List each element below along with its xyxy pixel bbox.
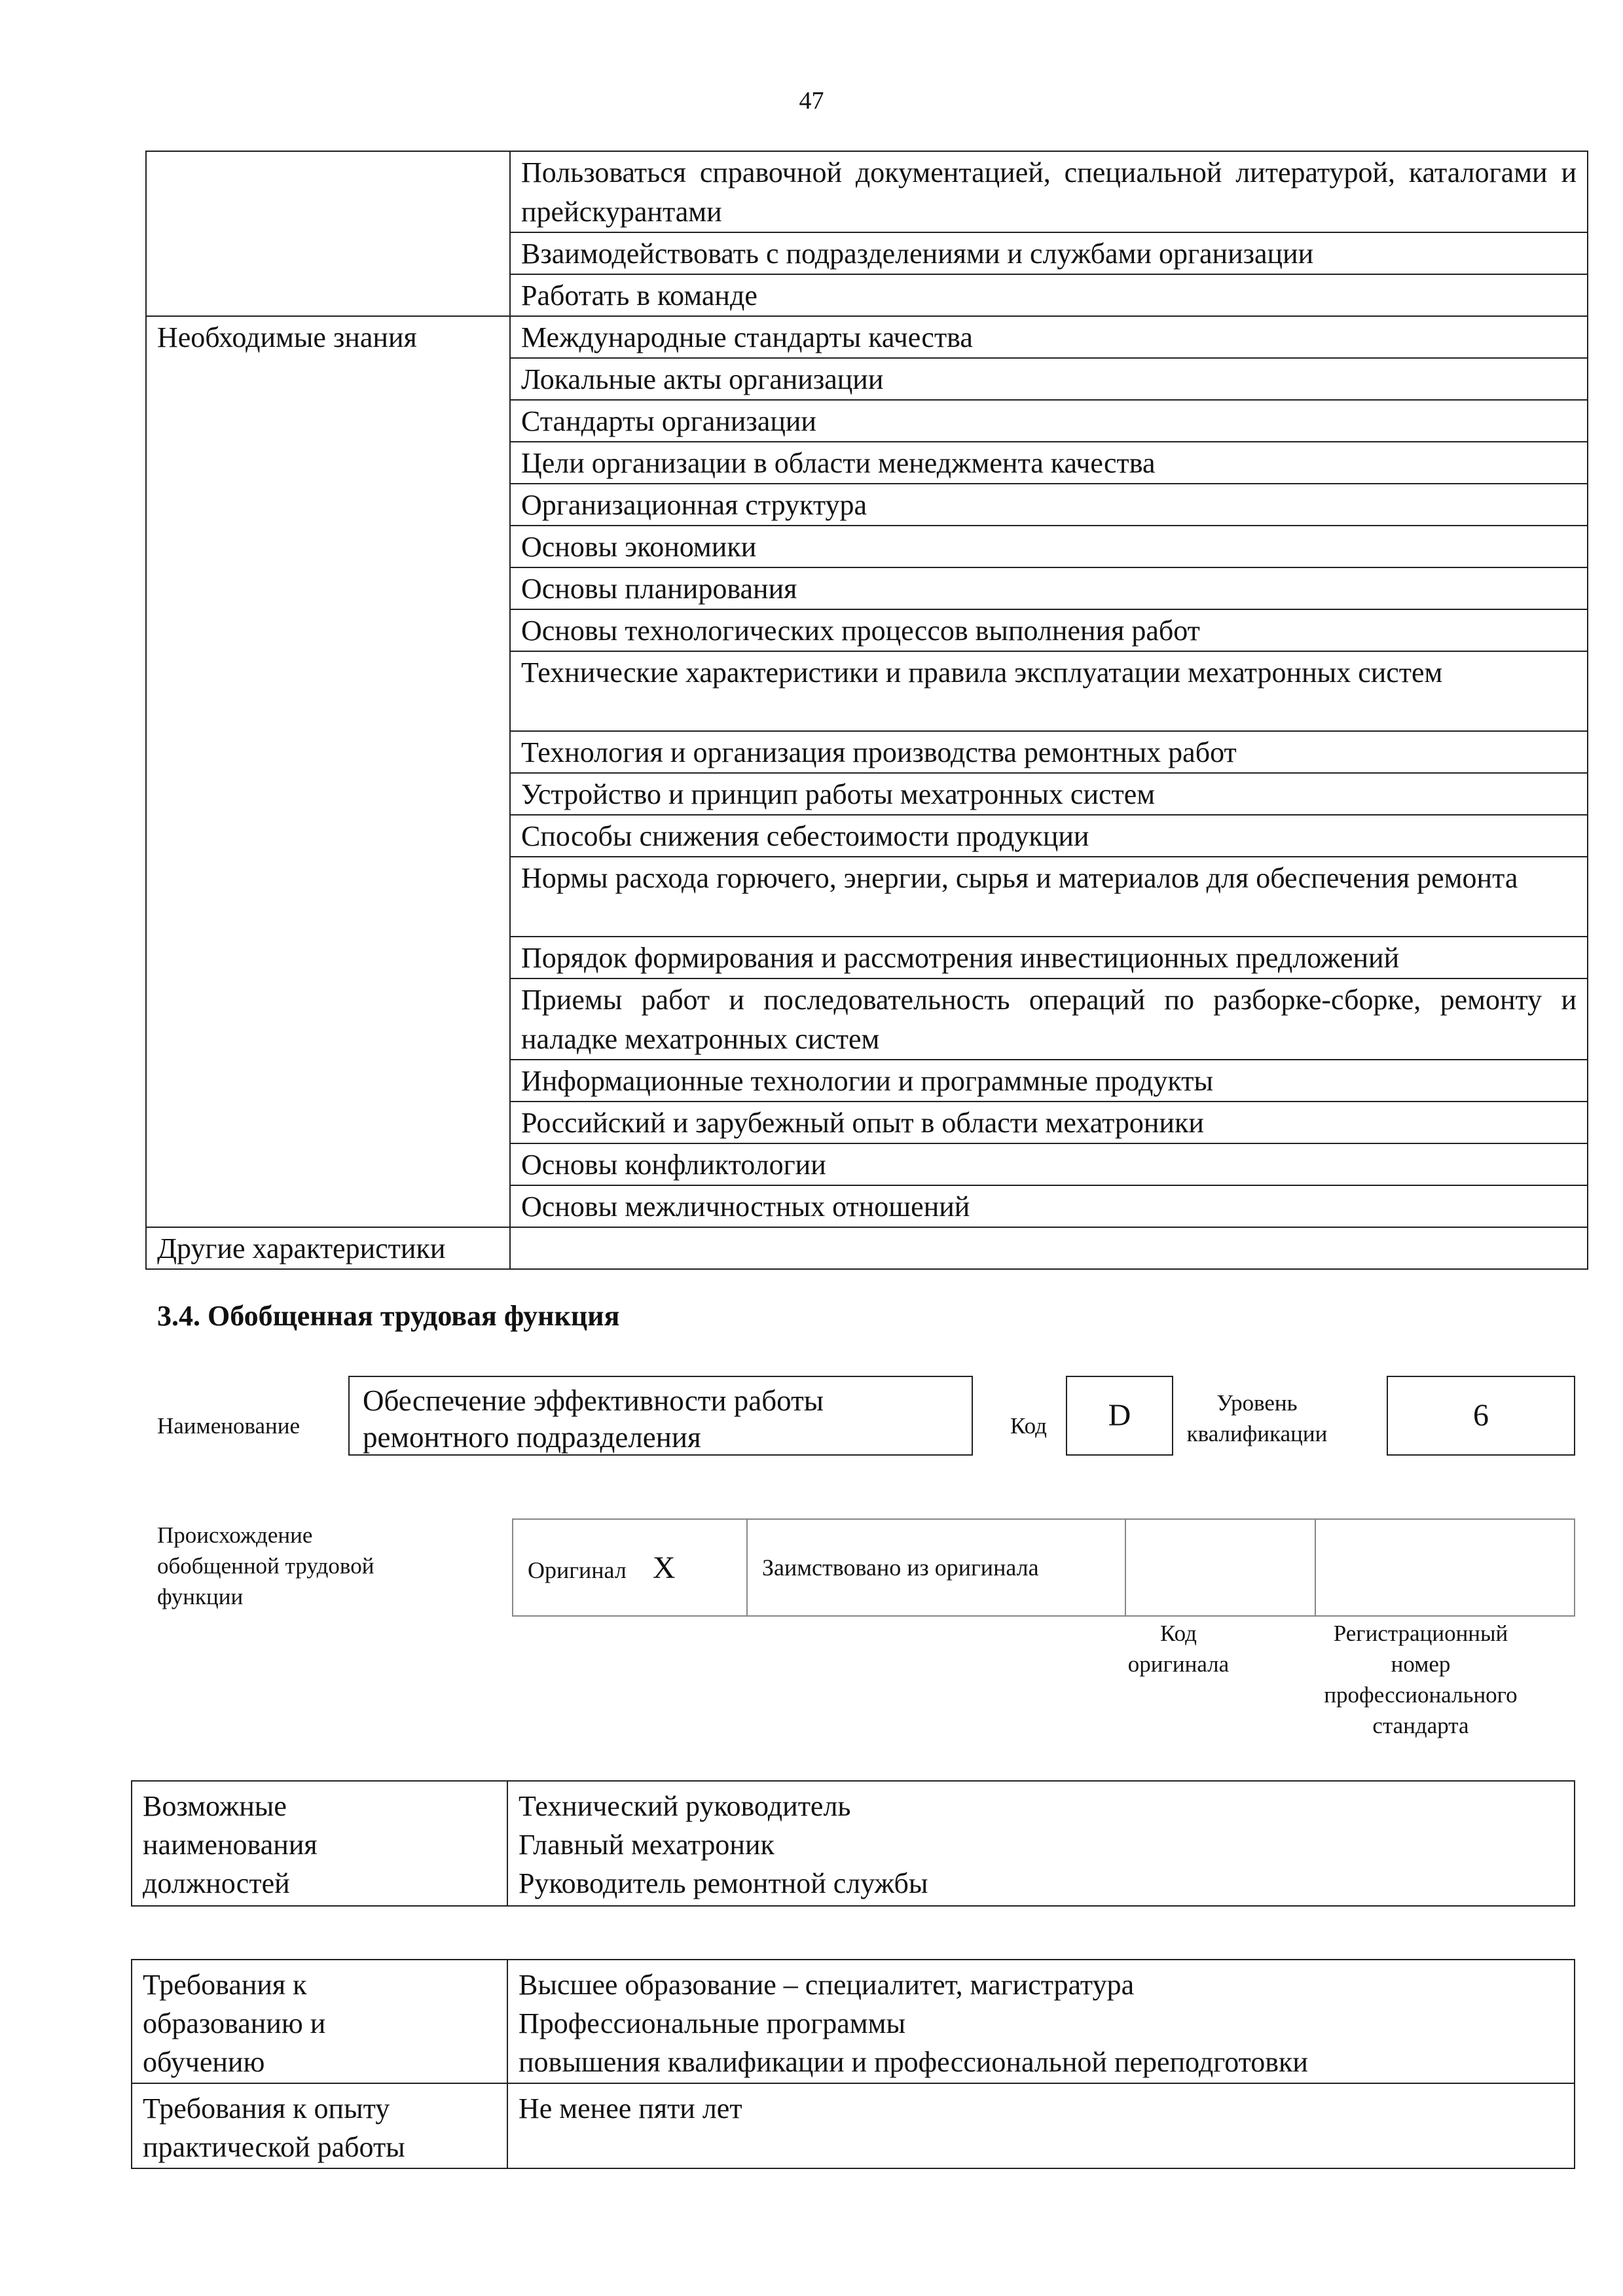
origin-table: [512, 1518, 1575, 1617]
origin-label-line: обобщенной трудовой: [157, 1553, 374, 1579]
position-item: Технический руководитель: [519, 1790, 851, 1822]
original-code-caption: [1100, 1618, 1257, 1679]
caption-line: номер: [1391, 1651, 1451, 1677]
original-code-cell: [1125, 1519, 1315, 1616]
level-label: [1178, 1388, 1336, 1449]
original-cell: [513, 1519, 747, 1616]
other-characteristics-value: [510, 1227, 1588, 1269]
positions-label: [132, 1781, 507, 1906]
function-name-line: Обеспечение эффективности работы: [363, 1384, 824, 1417]
ability-item: Пользоваться справочной документацией, специальной литературой, каталогами и прейскурантами: [510, 151, 1588, 232]
experience-label-line: практической работы: [143, 2131, 405, 2163]
knowledge-item: Технические характеристики и правила эксплуатации мехатронных систем: [510, 651, 1588, 731]
knowledge-item: Порядок формирования и рассмотрения инвестиционных предложений: [510, 937, 1588, 978]
knowledge-item: Международные стандарты качества: [510, 316, 1588, 358]
experience-value: Не менее пяти лет: [507, 2083, 1575, 2168]
education-line: повышения квалификации и профессиональной переподготовки: [519, 2046, 1308, 2078]
level-value: 6: [1387, 1376, 1575, 1456]
knowledge-item: Организационная структура: [510, 484, 1588, 526]
experience-label: [132, 2083, 507, 2168]
registration-number-caption: [1270, 1618, 1571, 1741]
education-line: Профессиональные программы: [519, 2007, 906, 2039]
knowledge-table: [145, 151, 1588, 1270]
caption-line: профессионального: [1324, 1682, 1518, 1708]
origin-label-line: функции: [157, 1584, 244, 1609]
caption-line: оригинала: [1127, 1651, 1230, 1677]
position-item: Главный мехатроник: [519, 1829, 775, 1861]
origin-label: [157, 1520, 524, 1612]
knowledge-item: Российский и зарубежный опыт в области мехатроники: [510, 1102, 1588, 1143]
knowledge-label: Необходимые знания: [146, 316, 510, 1227]
knowledge-item: Цели организации в области менеджмента качества: [510, 442, 1588, 484]
borrowed-label: Заимствовано из оригинала: [747, 1519, 1125, 1616]
knowledge-item: Основы экономики: [510, 526, 1588, 567]
knowledge-item: Приемы работ и последовательность операций по разборке-сборке, ремонту и наладке мехатронных систем: [510, 978, 1588, 1060]
knowledge-item: Основы межличностных отношений: [510, 1185, 1588, 1227]
position-item: Руководитель ремонтной службы: [519, 1867, 928, 1899]
positions-label-line: должностей: [143, 1867, 290, 1899]
experience-label-line: Требования к опыту: [143, 2092, 390, 2125]
function-name-line: ремонтного подразделения: [363, 1421, 701, 1454]
code-label: Код: [1010, 1413, 1047, 1439]
education-label: [132, 1960, 507, 2083]
original-mark: X: [652, 1550, 676, 1585]
knowledge-item: Локальные акты организации: [510, 358, 1588, 400]
ability-item: Работать в команде: [510, 274, 1588, 316]
education-label-line: образованию и: [143, 2007, 326, 2039]
level-label-line: Уровень: [1216, 1390, 1298, 1416]
section-title: 3.4. Обобщенная трудовая функция: [157, 1300, 620, 1332]
education-label-line: Требования к: [143, 1969, 307, 2001]
knowledge-item: Основы технологических процессов выполнения работ: [510, 609, 1588, 651]
caption-line: Код: [1160, 1621, 1197, 1646]
other-characteristics-label: Другие характеристики: [146, 1227, 510, 1269]
function-name-box: [348, 1376, 973, 1456]
caption-line: Регистрационный: [1333, 1621, 1508, 1646]
education-value: [507, 1960, 1575, 2083]
page-number: 47: [799, 87, 824, 115]
knowledge-item: Основы планирования: [510, 567, 1588, 609]
positions-label-line: Возможные: [143, 1790, 287, 1822]
original-label: Оригинал: [528, 1556, 627, 1583]
ability-item: Взаимодействовать с подразделениями и службами организации: [510, 232, 1588, 274]
name-label: Наименование: [157, 1413, 301, 1439]
level-label-line: квалификации: [1186, 1421, 1328, 1446]
knowledge-item: Устройство и принцип работы мехатронных систем: [510, 773, 1588, 815]
code-value: D: [1066, 1376, 1173, 1456]
education-line: Высшее образование – специалитет, магистратура: [519, 1969, 1135, 2001]
abilities-label-cell: [146, 151, 510, 316]
knowledge-item: Основы конфликтологии: [510, 1143, 1588, 1185]
origin-label-line: Происхождение: [157, 1522, 313, 1548]
positions-list: [507, 1781, 1575, 1906]
requirements-table: [131, 1959, 1575, 2169]
knowledge-item: Стандарты организации: [510, 400, 1588, 442]
registration-number-cell: [1315, 1519, 1575, 1616]
education-label-line: обучению: [143, 2046, 265, 2078]
positions-label-line: наименования: [143, 1829, 318, 1861]
knowledge-item: Способы снижения себестоимости продукции: [510, 815, 1588, 857]
knowledge-item: Информационные технологии и программные продукты: [510, 1060, 1588, 1102]
knowledge-item: Нормы расхода горючего, энергии, сырья и материалов для обеспечения ремонта: [510, 857, 1588, 937]
knowledge-item: Технология и организация производства ремонтных работ: [510, 731, 1588, 773]
caption-line: стандарта: [1372, 1713, 1469, 1738]
positions-table: [131, 1780, 1575, 1907]
